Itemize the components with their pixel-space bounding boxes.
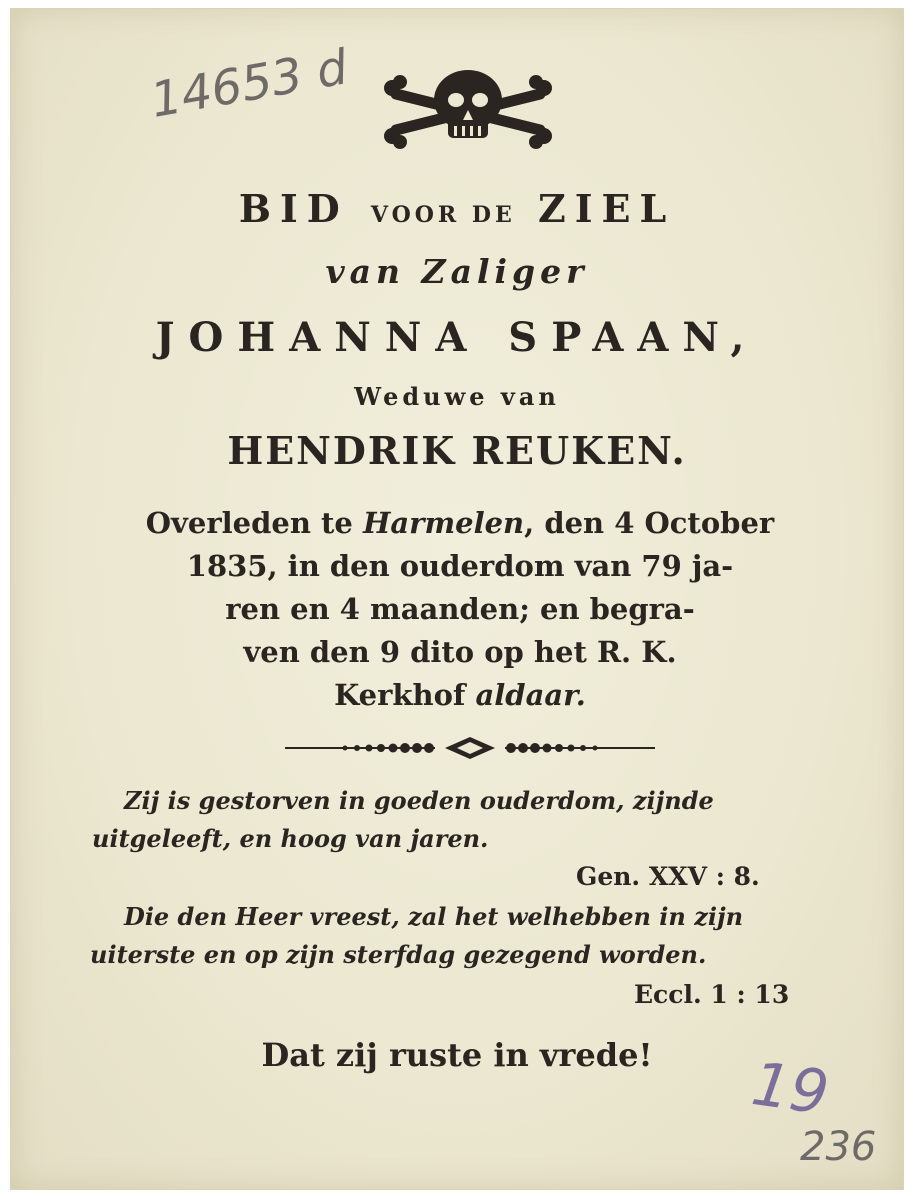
widow-of: Weduwe van: [354, 382, 560, 411]
quote-1-reference: Gen. XXV : 8.: [576, 862, 760, 891]
pencil-annotation-top: 14653 d: [146, 39, 352, 129]
body-line-5b: aldaar.: [475, 678, 586, 712]
pencil-annotation-bottom-1: 19: [747, 1049, 833, 1129]
closing-prayer: Dat zij ruste in vrede!: [261, 1036, 653, 1074]
heading-bid: BID: [238, 186, 349, 231]
body-line-5a: Kerkhof: [334, 678, 476, 712]
quote-2-line-1: Die den Heer vreest, zal het welhebben in zijn: [124, 902, 744, 931]
deceased-name: JOHANNA SPAAN,: [155, 314, 759, 361]
body-line-2: 1835, in den ouderdom van 79 ja-: [186, 549, 734, 583]
body-line-1: [90, 502, 830, 545]
quote-1-line-1: Zij is gestorven in goeden ouderdom, zijnde: [124, 786, 714, 815]
pencil-annotation-bottom-2: 236: [800, 1124, 877, 1170]
place-of-death: Harmelen: [362, 506, 525, 540]
body-line-5: [90, 674, 830, 717]
heading-ziel: ZIEL: [537, 186, 676, 231]
body-line-3: ren en 4 maanden; en begra-: [225, 592, 695, 626]
quote-2-reference: Eccl. 1 : 13: [634, 980, 790, 1009]
heading-bid-voor-de-ziel: [0, 186, 914, 231]
ornamental-divider: [285, 736, 655, 760]
quote-1-line-2: uitgeleeft, en hoog van jaren.: [92, 824, 489, 853]
heading-van-zaliger: van Zaliger: [325, 252, 589, 291]
husband-name: HENDRIK REUKEN.: [227, 428, 687, 473]
body-line-4: ven den 9 dito op het R. K.: [243, 635, 677, 669]
death-notice-paragraph: [90, 502, 830, 717]
body-line-1b: , den 4 October: [524, 506, 775, 540]
skull-and-crossbones-icon: [382, 60, 554, 156]
heading-voor-de: VOOR DE: [370, 202, 516, 228]
body-line-1a: Overleden te: [145, 506, 363, 540]
quote-2-line-2: uiterste en op zijn sterfdag gezegend worden.: [90, 940, 707, 969]
